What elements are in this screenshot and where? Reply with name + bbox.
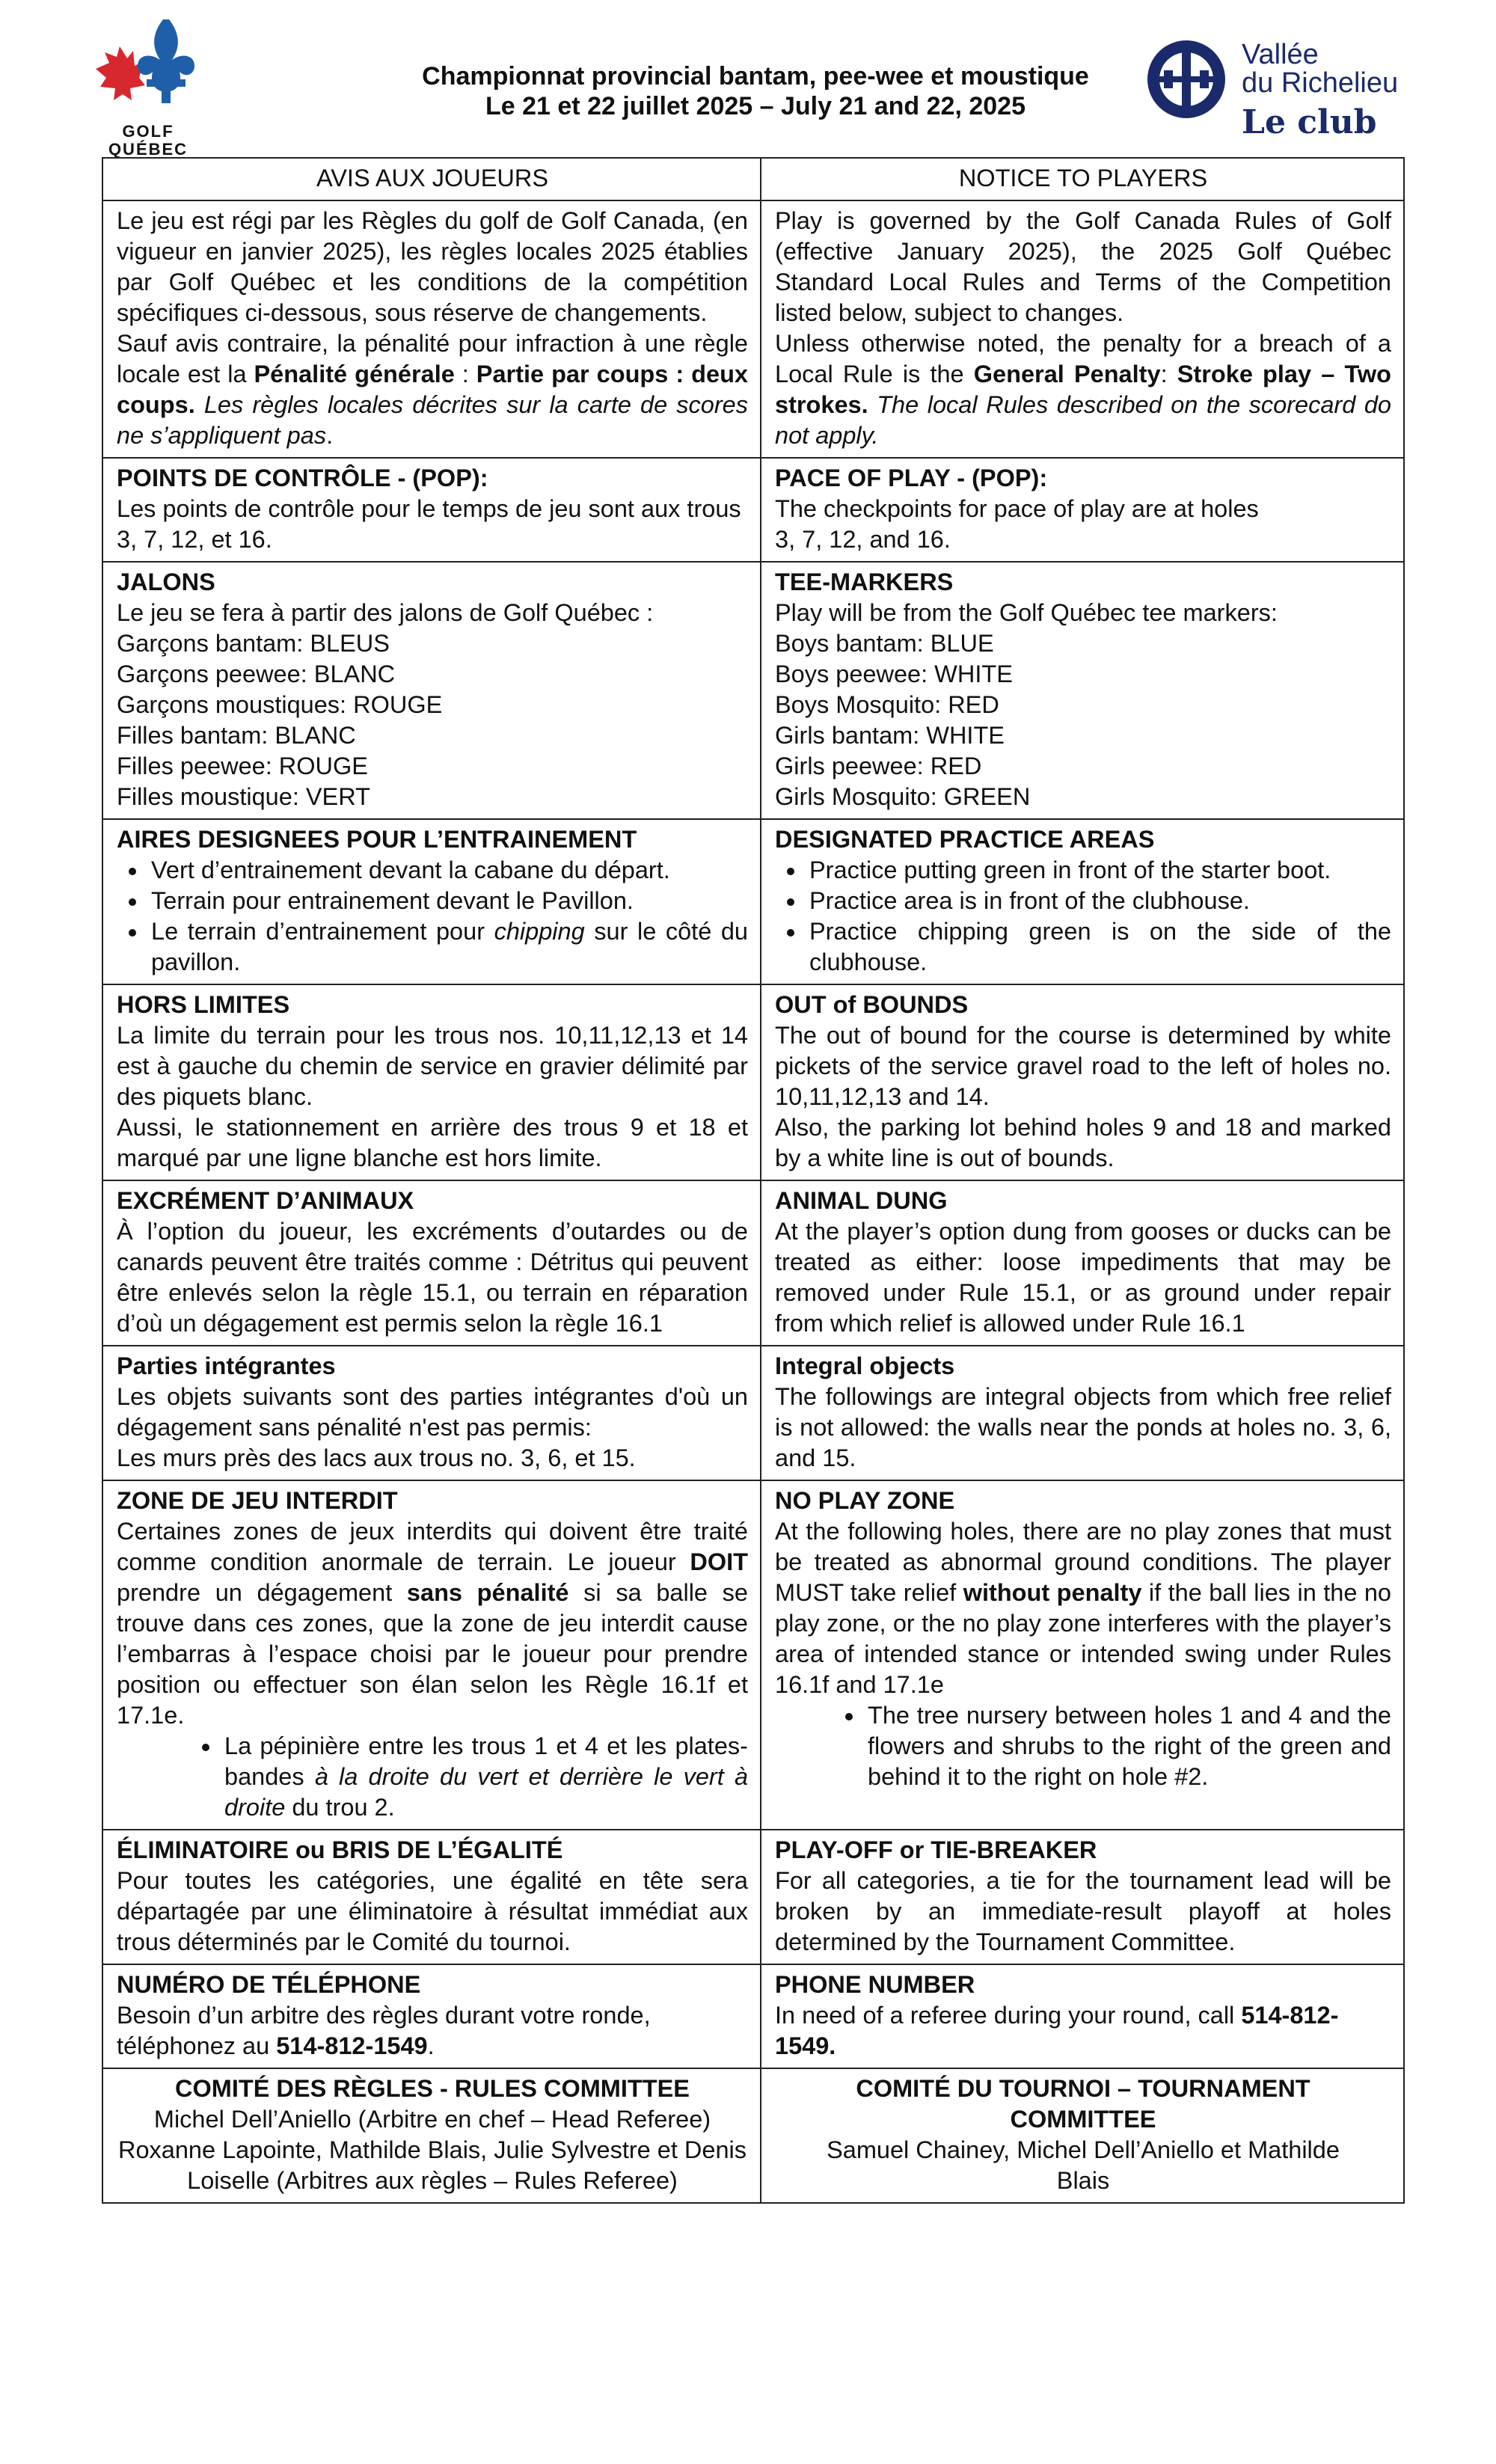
tee-item: Garçons bantam: BLEUS bbox=[117, 630, 390, 657]
phone-fr bbox=[102, 1964, 761, 2068]
tee-item: Boys peewee: WHITE bbox=[775, 661, 1013, 687]
dung-fr-text: À l’option du joueur, les excréments d’outardes ou de canards peuvent être traités comme : Détritus qui peuvent être enlevés selon la règle 15.1, ou terrain en réparation d’où un dégagement est permis selon la règle 16.1 bbox=[117, 1218, 748, 1337]
playoff-fr-text: Pour toutes les catégories, une égalité en tête sera départagée par une éliminatoire à résultat immédiat aux trous déterminés par le Comité du tournoi. bbox=[117, 1867, 748, 1955]
oob-fr bbox=[102, 984, 761, 1180]
pop-en bbox=[761, 458, 1404, 562]
intro-fr-penalty: Pénalité générale bbox=[254, 361, 455, 387]
practice-fr-heading: AIRES DESIGNEES POUR L’ENTRAINEMENT bbox=[117, 826, 637, 853]
intro-fr-scorecard-note: Les règles locales décrites sur la carte de scores ne s’appliquent pas bbox=[117, 391, 749, 449]
dung-fr bbox=[102, 1180, 761, 1346]
intro-row bbox=[102, 200, 1404, 458]
intro-en-p2a: Unless otherwise noted, the penalty for a breach of a Local Rule is the bbox=[775, 330, 1391, 387]
practice-fr-list bbox=[117, 855, 748, 978]
fleur-de-lis-maple-icon bbox=[88, 16, 208, 121]
practice-fr-chipping: chipping bbox=[494, 918, 585, 945]
tournament-committee bbox=[761, 2068, 1404, 2203]
column-header-fr: AVIS AUX JOUEURS bbox=[102, 158, 761, 200]
dung-row bbox=[102, 1180, 1404, 1346]
practice-row bbox=[102, 819, 1404, 984]
integral-en bbox=[761, 1346, 1404, 1480]
page-header bbox=[0, 0, 1496, 159]
phone-fr-number: 514-812-1549 bbox=[276, 2032, 428, 2059]
integral-row bbox=[102, 1346, 1404, 1480]
pop-fr-heading: POINTS DE CONTRÔLE - (POP): bbox=[117, 465, 488, 491]
page-title bbox=[344, 61, 1167, 121]
practice-en bbox=[761, 819, 1404, 984]
rules-committee-line1: Michel Dell’Aniello (Arbitre en chef – Head Referee) bbox=[153, 2106, 711, 2133]
intro-fr-p1: Le jeu est régi par les Règles du golf de Golf Canada, (en vigueur en janvier 2025), les règles locales 2025 établies par Golf Québec et les conditions de la compétition spécifiques ci-dessous, sous réserve de changements. bbox=[117, 207, 748, 326]
pop-en-heading: PACE OF PLAY - (POP): bbox=[775, 465, 1048, 491]
noplay-en-list bbox=[775, 1700, 1391, 1792]
logo-text-vallee bbox=[1242, 40, 1398, 97]
tournament-committee-heading: COMITÉ DU TOURNOI – TOURNAMENT COMMITTEE bbox=[856, 2075, 1310, 2133]
phone-fr-heading: NUMÉRO DE TÉLÉPHONE bbox=[117, 1971, 421, 1998]
integral-fr-text2: Les murs près des lacs aux trous no. 3, 6, et 15. bbox=[117, 1444, 636, 1471]
integral-fr-text1: Les objets suivants sont des parties intégrantes d'où un dégagement sans pénalité n'est pas permis: bbox=[117, 1383, 748, 1441]
oob-row bbox=[102, 984, 1404, 1180]
practice-en-heading: DESIGNATED PRACTICE AREAS bbox=[775, 826, 1155, 853]
dung-en bbox=[761, 1180, 1404, 1346]
tees-en-intro: Play will be from the Golf Québec tee markers: bbox=[775, 599, 1278, 626]
vallee-richelieu-logo bbox=[1144, 37, 1444, 150]
playoff-fr-heading: ÉLIMINATOIRE ou BRIS DE L’ÉGALITÉ bbox=[117, 1836, 563, 1863]
intro-en-p1: Play is governed by the Golf Canada Rules of Golf (effective January 2025), the 2025 Golf Québec Standard Local Rules and Terms of the Competition listed below, subject to changes. bbox=[775, 207, 1391, 326]
noplay-en-heading: NO PLAY ZONE bbox=[775, 1487, 955, 1514]
noplay-fr-list bbox=[117, 1731, 748, 1823]
tee-item: Boys bantam: BLUE bbox=[775, 630, 994, 657]
logo-vallee-line1: Vallée bbox=[1242, 39, 1319, 70]
tees-fr bbox=[102, 562, 761, 819]
intro-en-penalty: General Penalty bbox=[973, 361, 1161, 387]
rules-committee bbox=[102, 2068, 761, 2203]
oob-en-p2: Also, the parking lot behind holes 9 and 18 and marked by a white line is out of bounds. bbox=[775, 1114, 1391, 1171]
oob-en-heading: OUT of BOUNDS bbox=[775, 991, 969, 1018]
rules-table bbox=[102, 157, 1405, 2204]
noplay-fr-t5: si sa balle se trouve dans ces zones, que la zone de jeu interdit cause l’embarras à l’espace choisi par le joueur pour prendre position ou effectuer son élan selon les Règle 16.1f et 17.1e. bbox=[117, 1579, 749, 1729]
logo-vallee-line2: du Richelieu bbox=[1242, 67, 1399, 99]
noplay-fr bbox=[102, 1480, 761, 1830]
noplay-en bbox=[761, 1480, 1404, 1830]
playoff-en-text: For all categories, a tie for the tournament lead will be broken by an immediate-result playoff at holes determined by the Tournament Committee. bbox=[775, 1867, 1391, 1955]
phone-en-heading: PHONE NUMBER bbox=[775, 1971, 975, 1998]
integral-fr bbox=[102, 1346, 761, 1480]
dung-fr-heading: EXCRÉMENT D’ANIMAUX bbox=[117, 1187, 414, 1214]
intro-fr-p2e bbox=[195, 391, 204, 418]
integral-en-text: The followings are integral objects from which free relief is not allowed: the walls near the ponds at holes no. 3, 6, and 15. bbox=[775, 1383, 1391, 1471]
club-emblem-icon bbox=[1144, 37, 1228, 121]
noplay-fr-b3: du trou 2. bbox=[285, 1794, 395, 1821]
oob-fr-p2: Aussi, le stationnement en arrière des trous 9 et 18 et marqué par une ligne blanche est hors limite. bbox=[117, 1114, 748, 1171]
rules-committee-line2: Roxanne Lapointe, Mathilde Blais, Julie Sylvestre et Denis Loiselle (Arbitres aux règles – Rules Referee) bbox=[117, 2136, 747, 2194]
intro-en-p2e bbox=[868, 391, 877, 418]
playoff-row bbox=[102, 1830, 1404, 1964]
list-item: • Practice putting green in front of the starter boot. bbox=[806, 855, 1391, 886]
committee-row bbox=[102, 2068, 1404, 2203]
practice-fr-item3c: sur le côté du pavillon. bbox=[151, 918, 748, 975]
rules-committee-heading: COMITÉ DES RÈGLES - RULES COMMITTEE bbox=[175, 2075, 690, 2102]
oob-fr-p1: La limite du terrain pour les trous nos. 10,11,12,13 et 14 est à gauche du chemin de service en gravier délimité par des piquets blanc. bbox=[117, 1022, 748, 1110]
pop-row bbox=[102, 458, 1404, 562]
tee-item: Girls Mosquito: GREEN bbox=[775, 783, 1031, 810]
list-item bbox=[221, 1731, 748, 1823]
pop-fr bbox=[102, 458, 761, 562]
tee-item: Garçons moustiques: ROUGE bbox=[117, 691, 443, 718]
noplay-fr-no-penalty: sans pénalité bbox=[406, 1579, 569, 1606]
tees-row bbox=[102, 562, 1404, 819]
tees-en-heading: TEE-MARKERS bbox=[775, 569, 954, 595]
noplay-fr-must: DOIT bbox=[690, 1548, 748, 1575]
logo-text-le-club: Le club bbox=[1242, 103, 1377, 141]
intro-fr bbox=[102, 200, 761, 458]
list-item: • Practice area is in front of the clubhouse. bbox=[806, 886, 1391, 916]
tee-item: Filles bantam: BLANC bbox=[117, 722, 356, 749]
noplay-en-t3: if the ball lies in the no play zone, or the no play zone interferes with the player’s area of intended stance or intended swing under Rules 16.1f and 17.1e bbox=[775, 1579, 1391, 1698]
dung-en-text: At the player’s option dung from gooses or ducks can be treated as either: loose impediments that may be removed under Rule 15.1, or as ground under repair from which relief is allowed under Rule 16.1 bbox=[775, 1218, 1391, 1337]
noplay-fr-b1: La pépinière entre les trous 1 et 4 et les plates-bandes bbox=[224, 1732, 748, 1790]
list-item: • Terrain pour entrainement devant le Pavillon. bbox=[148, 886, 748, 916]
golf-quebec-logo bbox=[88, 16, 208, 159]
column-header-en: NOTICE TO PLAYERS bbox=[761, 158, 1404, 200]
noplay-row bbox=[102, 1480, 1404, 1830]
pop-en-text1: The checkpoints for pace of play are at holes bbox=[775, 495, 1259, 522]
practice-fr bbox=[102, 819, 761, 984]
integral-fr-heading: Parties intégrantes bbox=[117, 1352, 336, 1379]
integral-en-heading: Integral objects bbox=[775, 1352, 955, 1379]
tees-fr-intro: Le jeu se fera à partir des jalons de Golf Québec : bbox=[117, 599, 654, 626]
title-line-1: Championnat provincial bantam, pee-wee et moustique bbox=[422, 62, 1089, 91]
phone-en bbox=[761, 1964, 1404, 2068]
logo-text-quebec: QUÉBEC bbox=[108, 140, 188, 159]
list-item: • Vert d’entrainement devant la cabane du départ. bbox=[148, 855, 748, 886]
noplay-en-no-penalty: without penalty bbox=[963, 1579, 1142, 1606]
intro-fr-p2a: Sauf avis contraire, la pénalité pour infraction à une règle locale est la bbox=[117, 330, 748, 387]
tee-item: Boys Mosquito: RED bbox=[775, 691, 999, 718]
noplay-fr-heading: ZONE DE JEU INTERDIT bbox=[117, 1487, 398, 1514]
dung-en-heading: ANIMAL DUNG bbox=[775, 1187, 948, 1214]
playoff-en-heading: PLAY-OFF or TIE-BREAKER bbox=[775, 1836, 1097, 1863]
intro-fr-p2g: . bbox=[326, 422, 334, 449]
tee-item: Filles moustique: VERT bbox=[117, 783, 370, 810]
phone-en-t1: In need of a referee during your round, call bbox=[775, 2002, 1242, 2029]
playoff-fr bbox=[102, 1830, 761, 1964]
column-header-row bbox=[102, 158, 1404, 200]
intro-en-p2c: : bbox=[1160, 361, 1177, 387]
logo-text-golf: GOLF bbox=[122, 122, 174, 141]
intro-fr-strokes: Partie par coups : deux coups. bbox=[117, 361, 748, 418]
list-item bbox=[148, 916, 748, 978]
phone-fr-t2: . bbox=[427, 2032, 435, 2059]
list-item: • The tree nursery between holes 1 and 4 and the flowers and shrubs to the right of the green and behind it to the right on hole #2. bbox=[865, 1700, 1391, 1792]
phone-en-number: 514-812-1549. bbox=[775, 2002, 1339, 2059]
intro-en-strokes: Stroke play – Two strokes. bbox=[775, 361, 1392, 418]
oob-en bbox=[761, 984, 1404, 1180]
pop-en-text2: 3, 7, 12, and 16. bbox=[775, 526, 951, 553]
tee-item: Filles peewee: ROUGE bbox=[117, 753, 368, 779]
noplay-en-t1: At the following holes, there are no play zones that must be treated as abnormal ground conditions. The player MUST take relief bbox=[775, 1518, 1391, 1606]
oob-fr-heading: HORS LIMITES bbox=[117, 991, 290, 1018]
tees-en bbox=[761, 562, 1404, 819]
intro-en bbox=[761, 200, 1404, 458]
tee-item: Girls peewee: RED bbox=[775, 753, 982, 779]
list-item: • Practice chipping green is on the side of the clubhouse. bbox=[806, 916, 1391, 978]
intro-fr-p2c: : bbox=[454, 361, 476, 387]
noplay-fr-b2: à la droite du vert et derrière le vert à droite bbox=[224, 1763, 749, 1821]
noplay-fr-t3: prendre un dégagement bbox=[117, 1579, 407, 1606]
pop-fr-text: Les points de contrôle pour le temps de jeu sont aux trous 3, 7, 12, et 16. bbox=[117, 495, 741, 553]
phone-row bbox=[102, 1964, 1404, 2068]
noplay-fr-t1: Certaines zones de jeux interdits qui doivent être traité comme condition anormale de terrain. Le joueur bbox=[117, 1518, 748, 1575]
tournament-committee-line1: Samuel Chainey, Michel Dell’Aniello et Mathilde Blais bbox=[827, 2136, 1340, 2194]
phone-fr-t1: Besoin d’un arbitre des règles durant votre ronde, téléphonez au bbox=[117, 2002, 651, 2059]
title-line-2: Le 21 et 22 juillet 2025 – July 21 and 22, 2025 bbox=[485, 92, 1026, 120]
practice-fr-item3a: Le terrain d’entrainement pour bbox=[151, 918, 494, 945]
playoff-en bbox=[761, 1830, 1404, 1964]
practice-en-list bbox=[775, 855, 1391, 978]
tee-item: Girls bantam: WHITE bbox=[775, 722, 1005, 749]
oob-en-p1: The out of bound for the course is determined by white pickets of the service gravel road to the left of holes no. 10,11,12,13 and 14. bbox=[775, 1022, 1391, 1110]
intro-en-scorecard-note: The local Rules described on the scorecard do not apply. bbox=[775, 391, 1392, 449]
tee-item: Garçons peewee: BLANC bbox=[117, 661, 396, 687]
tees-fr-heading: JALONS bbox=[117, 569, 215, 595]
